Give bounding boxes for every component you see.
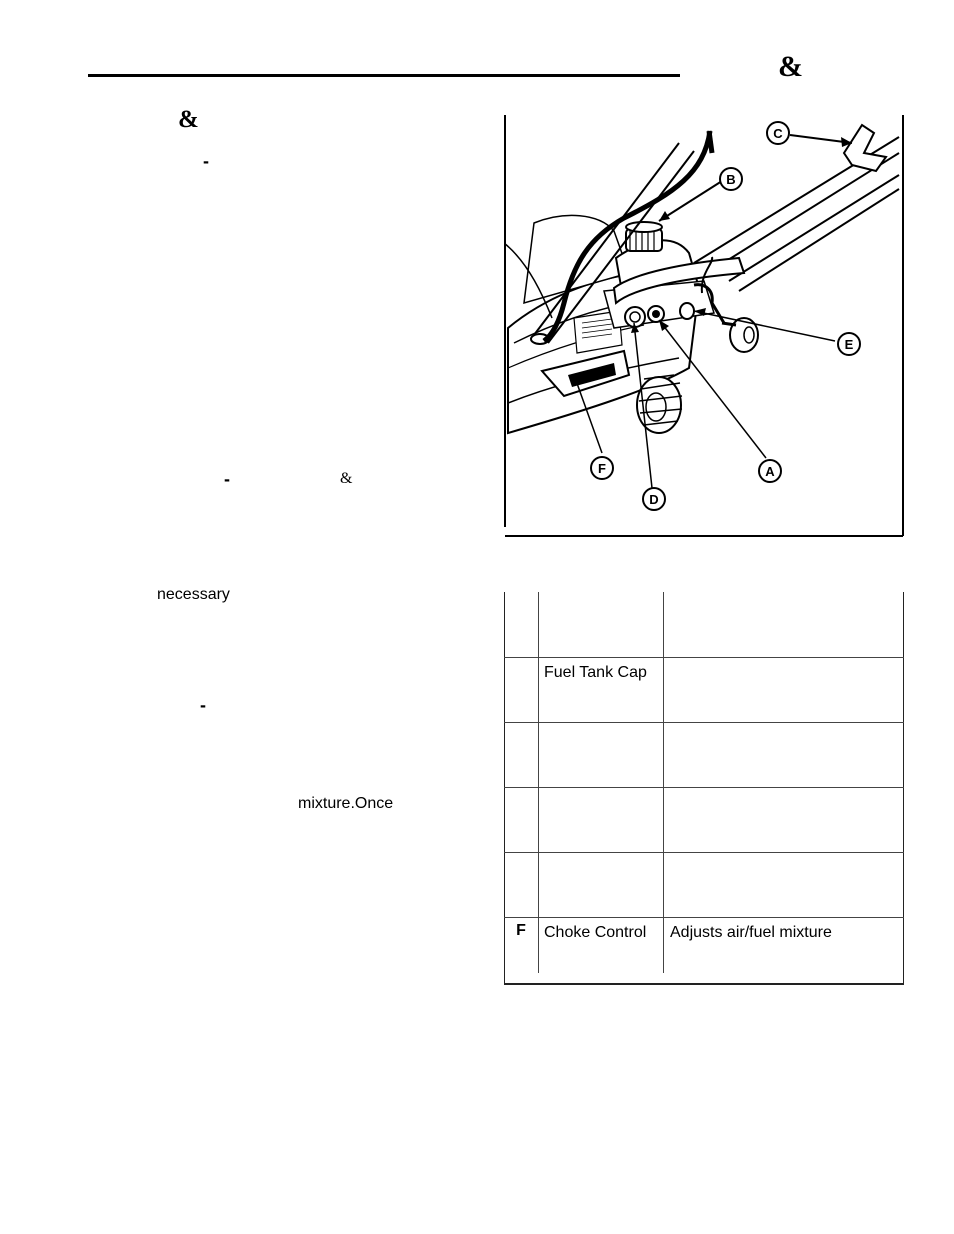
callout-c-label: C xyxy=(773,126,783,141)
callout-e-label: E xyxy=(844,337,854,352)
row-description: Adjusts air/fuel mixture xyxy=(664,917,905,973)
bullet-dash: - xyxy=(224,469,230,489)
header-rule xyxy=(88,74,680,77)
table-frame-bottom xyxy=(504,983,904,985)
mower-controls-figure xyxy=(504,113,904,538)
row-name xyxy=(539,852,664,917)
row-letter xyxy=(504,592,539,657)
word-necessary: necessary xyxy=(157,586,230,603)
callout-c xyxy=(767,122,789,144)
controls-legend-table xyxy=(504,592,904,973)
row-letter xyxy=(504,722,539,787)
row-name: Choke Control xyxy=(539,917,664,973)
callout-b-label: B xyxy=(726,172,736,187)
row-name xyxy=(539,722,664,787)
header-ampersand: & xyxy=(778,50,803,83)
row-description xyxy=(664,592,905,657)
row-letter xyxy=(504,657,539,722)
table-row xyxy=(504,657,904,722)
callout-f xyxy=(591,457,613,479)
bullet-dash: - xyxy=(200,695,206,715)
callout-a xyxy=(759,460,781,482)
table-row xyxy=(504,917,904,973)
section-heading-ampersand: & xyxy=(178,106,199,133)
row-description xyxy=(664,787,905,852)
table-row xyxy=(504,592,904,657)
callout-d-label: D xyxy=(649,492,659,507)
row-description xyxy=(664,722,905,787)
row-name xyxy=(539,592,664,657)
row-name xyxy=(539,787,664,852)
callout-e xyxy=(838,333,860,355)
table-row xyxy=(504,852,904,917)
callout-b xyxy=(720,168,742,190)
table-row xyxy=(504,787,904,852)
callout-f-label: F xyxy=(598,461,606,476)
word-mixture: mixture.Once xyxy=(298,795,394,812)
row-name: Fuel Tank Cap xyxy=(539,657,664,722)
bullet-dash: - xyxy=(203,151,209,171)
callout-d xyxy=(643,488,665,510)
row-description xyxy=(664,852,905,917)
callout-a-label: A xyxy=(765,464,775,479)
row-letter xyxy=(504,787,539,852)
row-description xyxy=(664,657,905,722)
row-letter xyxy=(504,852,539,917)
table-row xyxy=(504,722,904,787)
inline-ampersand: & xyxy=(340,470,353,487)
row-letter: F xyxy=(504,917,539,973)
